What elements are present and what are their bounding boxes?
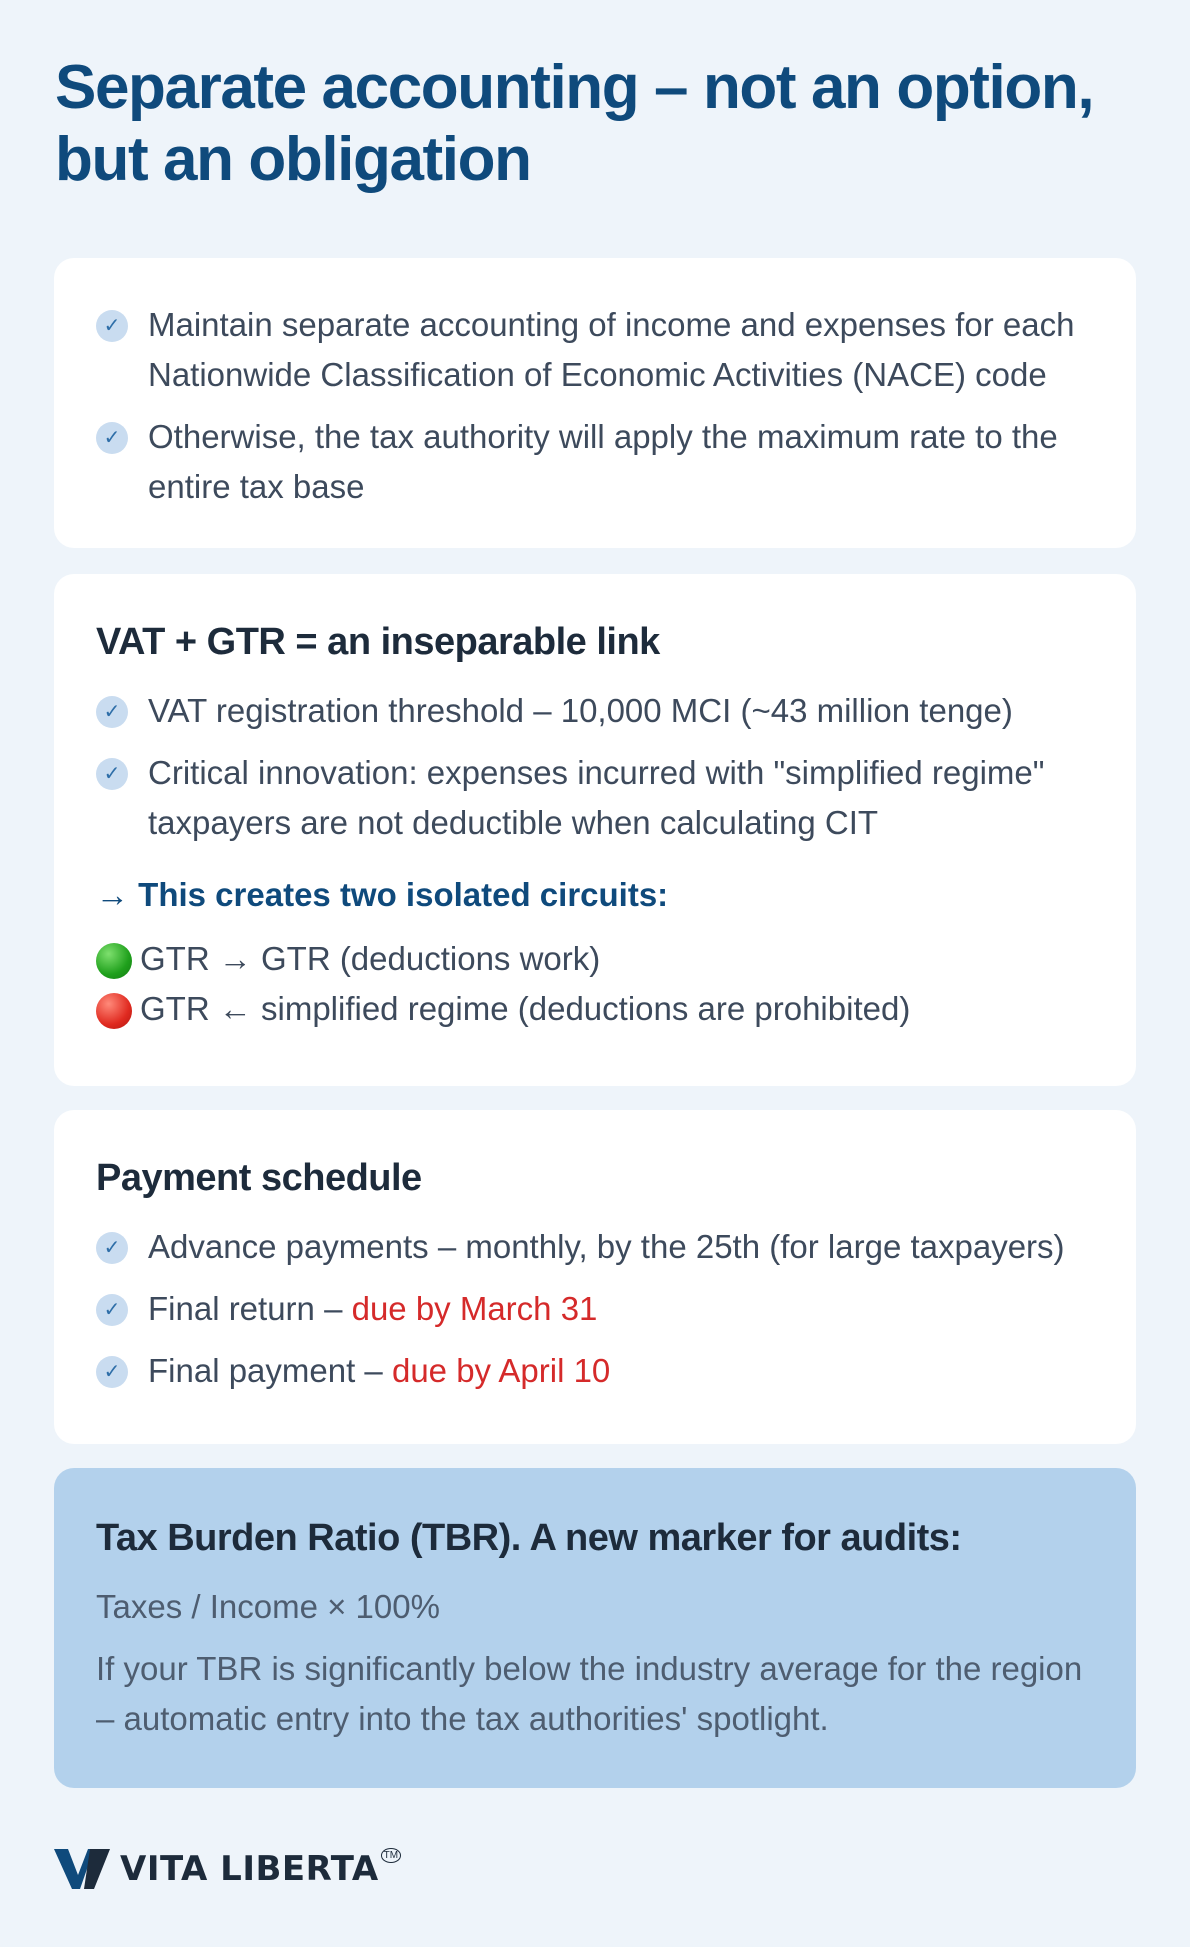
list-item [96, 686, 1094, 736]
list-item [96, 1284, 1094, 1334]
tbr-card [54, 1468, 1136, 1788]
list-item [96, 300, 1094, 400]
circuit-text: GTR ← simplified regime (deductions are prohibited) [140, 990, 911, 1027]
page-title-line1: Separate accounting – not an option, [55, 53, 1094, 122]
list-item [96, 748, 1094, 848]
vl-logo-icon [54, 1849, 110, 1889]
circuit-gtr-simplified [96, 984, 1094, 1034]
circuits-callout: → This creates two isolated circuits: [96, 876, 669, 913]
vat-gtr-title: VAT + GTR = an inseparable link [96, 621, 660, 663]
check-icon: ✓ [96, 758, 128, 790]
list-item-text: Maintain separate accounting of income and expenses for each Nationwide Classification of Economic Activities (NACE) code [148, 306, 1075, 393]
payment-schedule-card [54, 1110, 1136, 1444]
brand-name: VITA LIBERTA [120, 1849, 379, 1889]
check-icon: ✓ [96, 1356, 128, 1388]
tbr-description: If your TBR is significantly below the industry average for the region – automatic entry into the tax authorities' spotlight. [96, 1650, 1083, 1737]
circuit-gtr-gtr [96, 934, 1094, 984]
page-title [55, 52, 1155, 196]
trademark-mark: TM [381, 1848, 401, 1863]
due-date: due by April 10 [391, 1352, 611, 1389]
list-item-text: Critical innovation: expenses incurred with "simplified regime" taxpayers are not deductible when calculating CIT [148, 754, 1045, 841]
list-item-text: Final payment – [148, 1352, 392, 1389]
tbr-title: Tax Burden Ratio (TBR). A new marker for audits: [96, 1517, 962, 1559]
page-title-line2: but an obligation [55, 125, 531, 194]
list-item [96, 412, 1094, 512]
list-item [96, 1222, 1094, 1272]
check-icon: ✓ [96, 310, 128, 342]
circuit-text: GTR → GTR (deductions work) [140, 940, 601, 977]
separate-accounting-list [96, 300, 1094, 512]
payment-schedule-title: Payment schedule [96, 1157, 422, 1199]
red-circle-icon [96, 993, 132, 1029]
check-icon: ✓ [96, 422, 128, 454]
list-item-text: Otherwise, the tax authority will apply the maximum rate to the entire tax base [148, 418, 1058, 505]
green-circle-icon [96, 943, 132, 979]
list-item [96, 1346, 1094, 1396]
check-icon: ✓ [96, 1294, 128, 1326]
vat-gtr-card [54, 574, 1136, 1086]
check-icon: ✓ [96, 1232, 128, 1264]
check-icon: ✓ [96, 696, 128, 728]
payment-schedule-list [96, 1222, 1094, 1396]
tbr-formula: Taxes / Income × 100% [96, 1588, 440, 1625]
list-item-text: Final return – [148, 1290, 352, 1327]
due-date: due by March 31 [351, 1290, 598, 1327]
vat-gtr-list [96, 686, 1094, 848]
list-item-text: Advance payments – monthly, by the 25th (for large taxpayers) [148, 1228, 1065, 1265]
separate-accounting-card [54, 258, 1136, 548]
brand-logo [54, 1846, 399, 1892]
list-item-text: VAT registration threshold – 10,000 MCI (~43 million tenge) [148, 692, 1013, 729]
